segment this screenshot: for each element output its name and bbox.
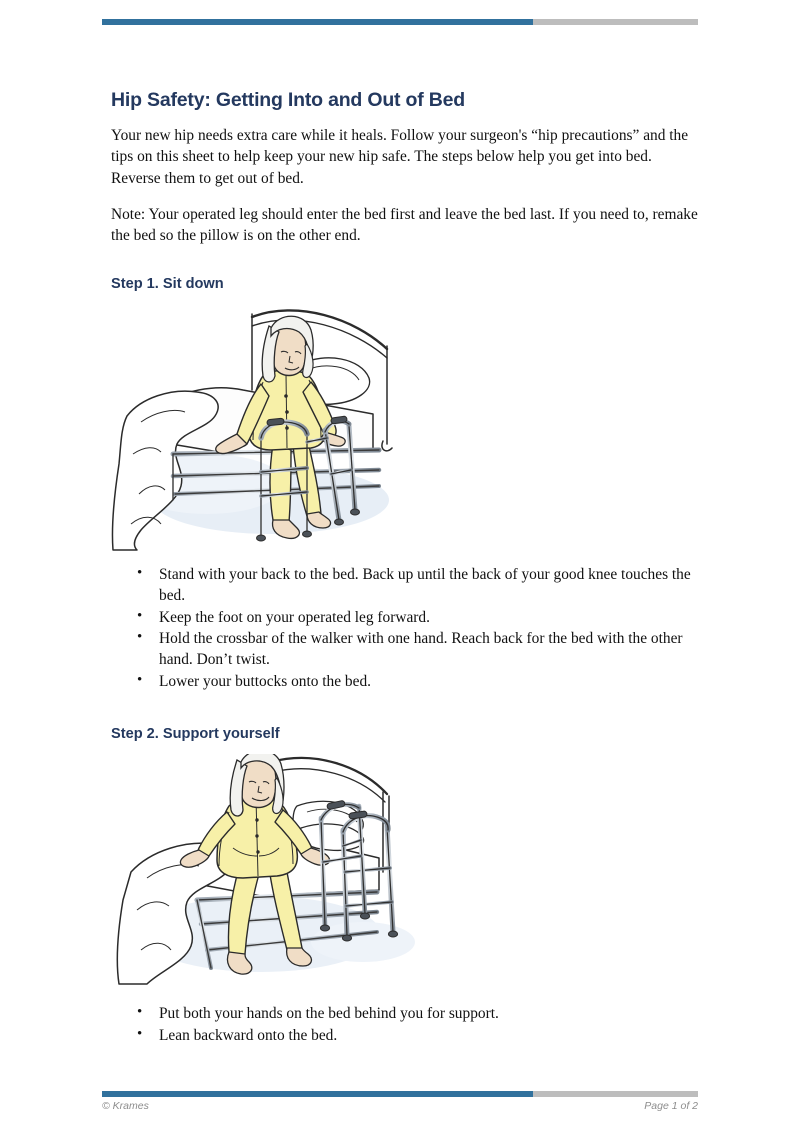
step-2-section (111, 726, 698, 1046)
step-1-heading: Step 1. Sit down (111, 275, 224, 292)
note-paragraph: Note: Your operated leg should enter the bed first and leave the bed last. If you need to, remake the bed so the pillow is on the other end. (111, 205, 698, 244)
page-footer (102, 1100, 698, 1112)
header-rule-blue-segment (102, 19, 533, 25)
step-1-illustration (111, 304, 698, 552)
step-2-illustration (111, 754, 698, 989)
list-item: • Put both your hands on the bed behind you for support. (148, 1003, 698, 1024)
footer-rule (102, 1091, 698, 1097)
step-1-bullet-list (111, 564, 698, 692)
footer-copyright: © Krames (102, 1100, 149, 1112)
document-body (111, 88, 698, 1046)
page-title: Hip Safety: Getting Into and Out of Bed (111, 89, 466, 111)
step-1-section (111, 276, 698, 692)
list-item: • Keep the foot on your operated leg forward. (148, 607, 698, 628)
footer-page-number: Page 1 of 2 (644, 1100, 698, 1112)
footer-rule-gray-segment (533, 1091, 698, 1097)
list-item: • Lean backward onto the bed. (148, 1025, 698, 1046)
header-rule (102, 19, 698, 25)
list-item: • Hold the crossbar of the walker with one hand. Reach back for the bed with the other hand. Don’t twist. (148, 628, 698, 670)
step-2-heading: Step 2. Support yourself (111, 725, 280, 742)
list-item: • Lower your buttocks onto the bed. (148, 671, 698, 692)
list-item: • Stand with your back to the bed. Back up until the back of your good knee touches the bed. (148, 564, 698, 606)
intro-paragraph: Your new hip needs extra care while it heals. Follow your surgeon's “hip precautions” and the tips on this sheet to help keep your new hip safe. The steps below help you get into bed. Reverse them to get out of bed. (111, 127, 689, 187)
footer-rule-blue-segment (102, 1091, 533, 1097)
step-2-bullet-list (111, 1003, 698, 1046)
header-rule-gray-segment (533, 19, 698, 25)
